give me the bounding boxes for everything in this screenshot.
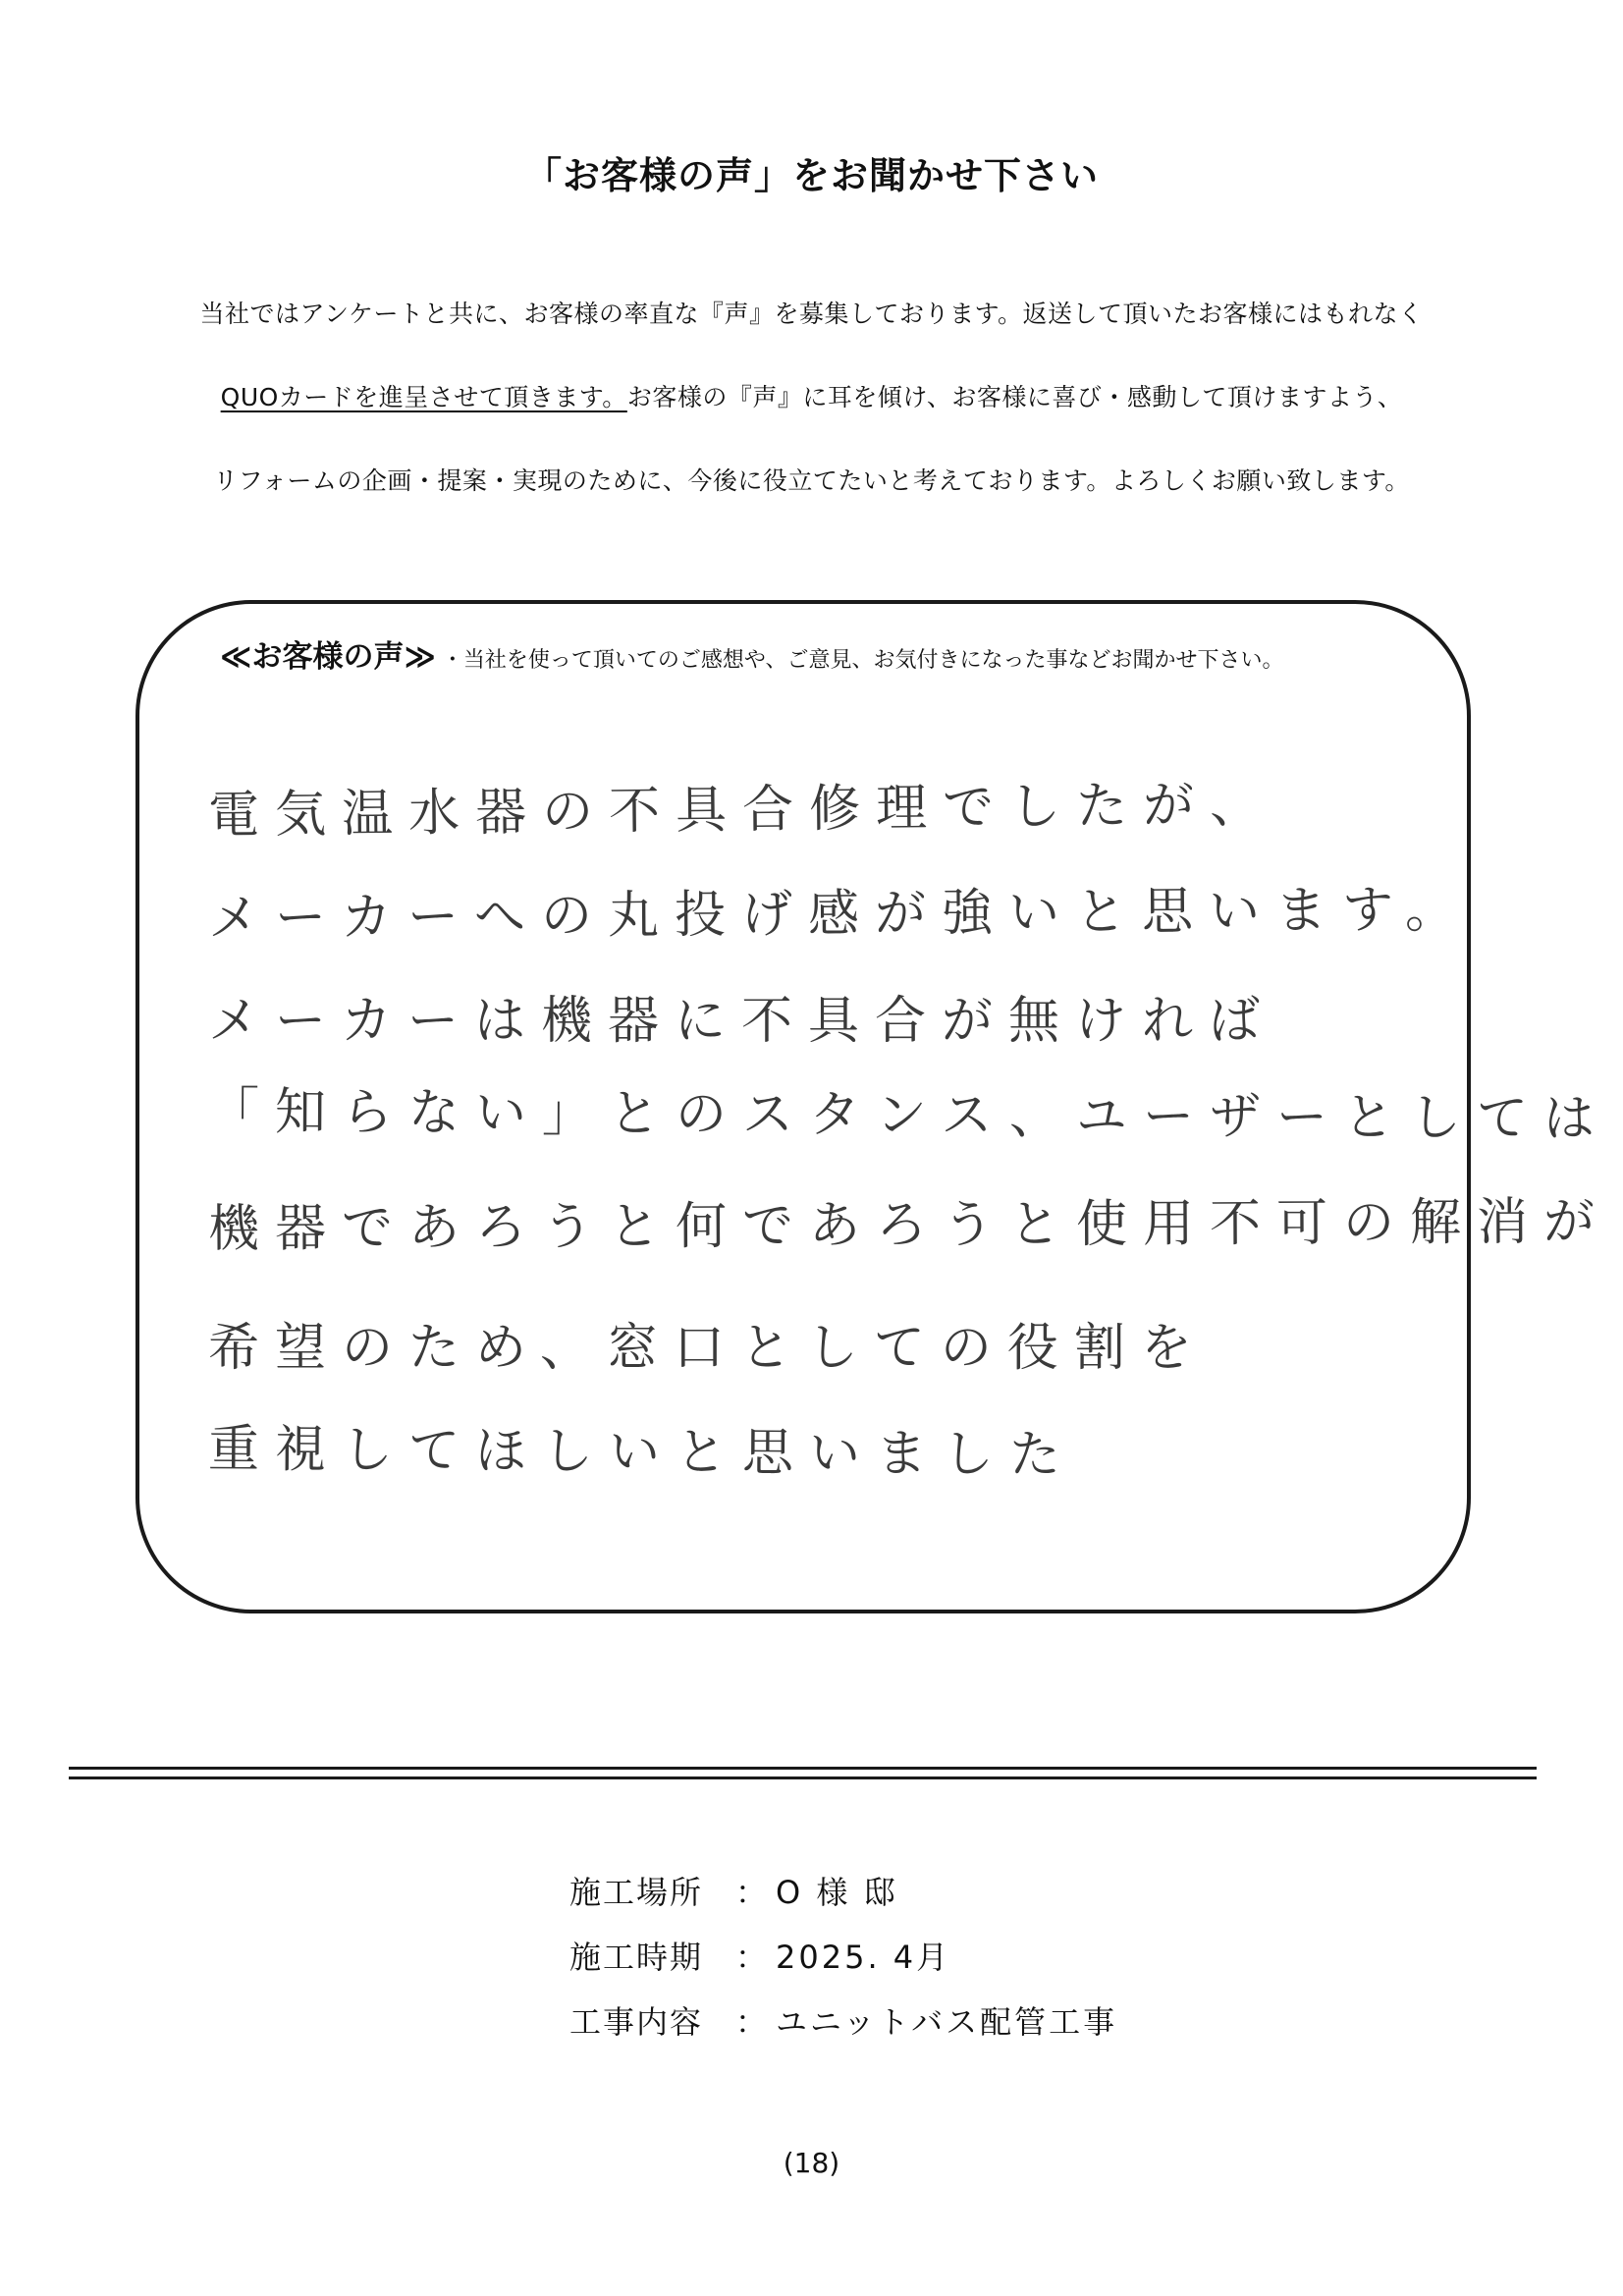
voice-box-header [220,631,1283,676]
voice-box-instruction: ・当社を使って頂いてのご感想や、ご意見、お気付きになった事などお聞かせ下さい。 [441,648,1284,673]
info-work-label: 工事内容 [569,2003,704,2041]
voice-box-label: ≪お客様の声≫ [220,639,436,675]
divider-line-top [69,1767,1537,1770]
info-separator: ： [734,2003,767,2041]
handwritten-line: メーカーへの丸投げ感が強いと思います。 [207,880,1473,949]
page-number: (18) [783,2147,840,2179]
info-work-value: ユニットバス配管工事 [776,2003,1118,2041]
intro-line-2-rest: お客様の『声』に耳を傾け、お客様に喜び・感動して頂けますよう、 [626,383,1403,411]
info-location-row [569,1868,898,1913]
intro-line-1: 当社ではアンケートと共に、お客様の率直な『声』を募集しております。返送して頂いたお客様にはもれなく [199,300,1424,328]
info-period-row [569,1933,950,1978]
handwritten-line: 希望のため、窓口としての役割を [208,1319,1208,1378]
info-location-label: 施工場所 [569,1874,704,1911]
handwritten-line: 電気温水器の不具合修理でしたが、 [207,775,1277,846]
info-period-label: 施工時期 [569,1939,704,1976]
intro-line-2 [0,378,1623,413]
page-title: 「お客様の声」をお聞かせ下さい [523,154,1099,197]
handwritten-line: 「知らない」とのスタンス、ユーザーとしては [207,1082,1611,1149]
handwritten-line: 機器であろうと何であろうと使用不可の解消が [207,1192,1611,1259]
info-period-value: 2025. 4月 [776,1939,951,1976]
divider-line-bottom [69,1777,1537,1779]
handwritten-line: 重視してほしいと思いました [207,1419,1077,1486]
intro-line-3: リフォームの企画・提案・実現のために、今後に役立てたいと考えております。よろしくお願い致します。 [213,466,1410,495]
quo-card-note: QUOカードを進呈させて頂きます。 [220,383,627,411]
info-separator: ： [734,1874,767,1911]
info-separator: ： [734,1939,767,1976]
handwritten-line: メーカーは機器に不具合が無ければ [208,992,1275,1051]
info-location-value: O 様 邸 [776,1874,898,1911]
info-work-row [569,1997,1117,2043]
